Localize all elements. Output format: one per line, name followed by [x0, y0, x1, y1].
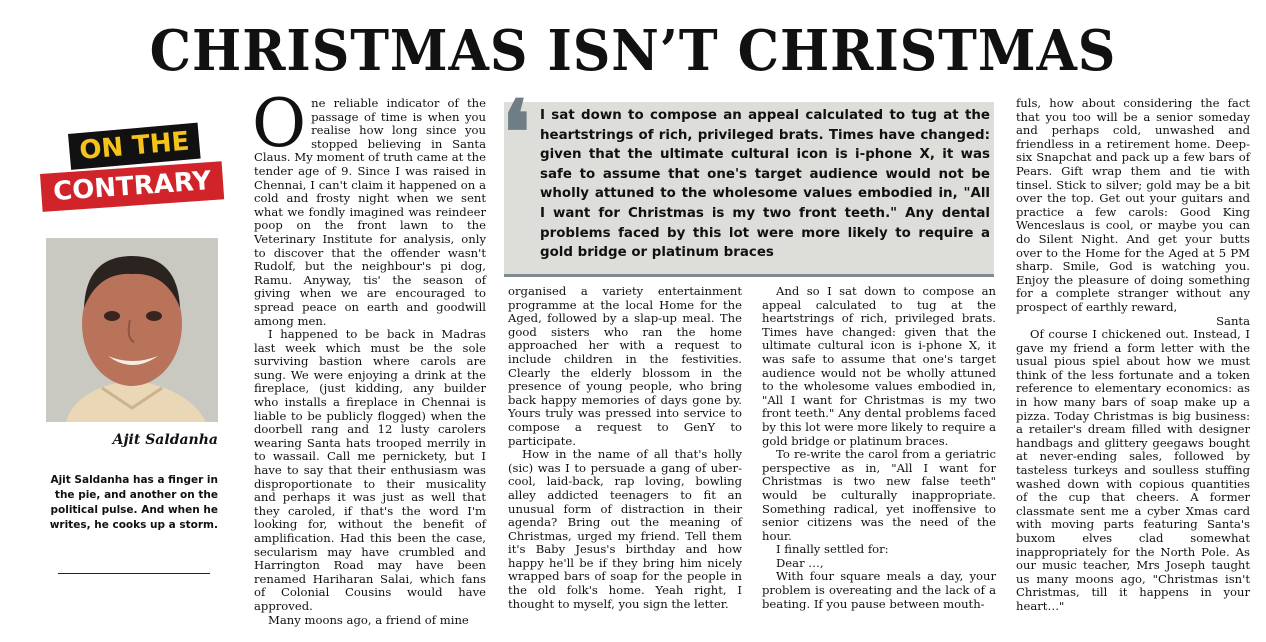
- paragraph: How in the name of all that's holly (sic) was I to persuade a gang of uber-cool, laid-back, rap loving, bowling alley addicted teenagers to fit an unusual form of distraction in their agenda? Bring out the meaning of Christmas, urged my friend. Tell them it's Baby Jesus's birthday and how happy he'll be if they bring him nicely wrapped bars of soap for the people in the old folk's home. Yeah right, I thought to myself, you sign the letter.: [508, 447, 742, 611]
- paragraph: fuls, how about considering the fact that you too will be a senior someday and perhaps cold, unwashed and friendless in a retirement home. Deep-six Snapchat and pack up a few bars of Pears. Gift wrap them and tie with tinsel. Stick to silver; gold may be a bit over the top. Get out your guitars and practice a few carols: Good King Wenceslaus is cool, or maybe you can do Silent Night. And get your butts over to the Home for the Aged at 5 PM sharp. Smile, God is watching you. Enjoy the pleasure of doing something for a complete stranger without any prospect of earthly reward,: [1016, 96, 1250, 314]
- paragraph: Many moons ago, a friend of mine: [268, 612, 469, 627]
- article-column-1: [252, 85, 486, 627]
- column-logo-line2: CONTRARY: [40, 161, 224, 212]
- column-logo-line1: ON THE: [68, 123, 201, 170]
- divider: [58, 573, 210, 574]
- paragraph: And so I sat down to compose an appeal calculated to tug at the heartstrings of rich, privileged brats. Times have changed: given that the ultimate cultural icon is i-phone X, it was safe to assume that one's target audience would not be wholly attuned to the wholesome values embodied in, "All I want for Christmas is my two front teeth." Any dental problems faced by this lot were more likely to require a gold bridge or platinum braces.: [762, 284, 996, 448]
- article-column-2: [508, 285, 742, 617]
- paragraph: ne reliable indicator of the passage of time is when you realise how long since you stopped believing in Santa Claus. My moment of truth came at the tender age of 9. Since I was raised in Chennai, I can't claim it happened on a cold and frosty night when we sent what we fondly imagined was reindeer poop on the front lawn to the Veterinary Institute for analysis, only to discover that the offender wasn't Rudolf, but the neighbour's pi dog, Ramu. Anyway, tis' the season of giving when we are encouraged to spread peace on earth and goodwill among men.: [254, 96, 486, 328]
- paragraph: Dear …,: [776, 555, 824, 570]
- article-column-4: [1016, 97, 1250, 617]
- signature: Santa: [1216, 313, 1250, 328]
- paragraph: organised a variety entertainment programme at the local Home for the Aged, followed by a slap-up meal. The good sisters who ran the home approached her with a request to include children in the festivities. Clearly the elderly blossom in the presence of young people, who bring back happy memories of days gone by. Yours truly was pressed into service to compose a request to GenY to participate.: [508, 284, 742, 448]
- author-photo: [46, 238, 218, 422]
- column-logo: [40, 126, 220, 224]
- article-column-3: [762, 285, 996, 617]
- pull-quote-text: I sat down to compose an appeal calculated to tug at the heartstrings of rich, privileged brats. Times have changed: given that the ultimate cultural icon is i-phone X, it was safe to assume that one's target audience would not be wholly attuned to the wholesome values embodied in, "All I want for Christmas is my two front teeth." Any dental problems faced by this lot were more likely to require a gold bridge or platinum braces: [540, 108, 990, 261]
- headline: CHRISTMAS ISN’T CHRISTMAS: [149, 18, 1117, 84]
- author-name: Ajit Saldanha: [112, 432, 218, 448]
- paragraph: To re-write the carol from a geriatric perspective as in, "All I want for Christmas is two new false teeth" would be culturally inappropriate. Something radical, yet inoffensive to senior citizens was the need of the hour.: [762, 447, 996, 543]
- quote-mark-icon: ❛: [502, 80, 531, 184]
- author-bio: Ajit Saldanha has a finger in the pie, and another on the political pulse. And when he writes, he cooks up a storm.: [49, 474, 218, 531]
- paragraph: I happened to be back in Madras last week which must be the sole surviving bastion where carols are sung. We were enjoying a drink at the fireplace, (just kidding, any builder who installs a fireplace in Chennai is liable to be publicly flogged) when the doorbell rang and 12 lusty carolers wearing Santa hats trooped merrily in to wassail. Call me pernickety, but I have to say that their enthusiasm was disproportionate to their musicality and perhaps it was just as well that they caroled, if that's the word I'm looking for, without the benefit of amplification. Had this been the case, secularism may have crumbled and Harrington Road may have been renamed Hariharan Salai, which fans of Colonial Cousins would have approved.: [254, 327, 486, 613]
- paragraph: I finally settled for:: [776, 542, 889, 557]
- drop-cap: O: [252, 85, 307, 162]
- paragraph: With four square meals a day, your problem is overeating and the lack of a beating. If you pause between mouth-: [762, 569, 996, 611]
- paragraph: Of course I chickened out. Instead, I gave my friend a form letter with the usual pious spiel about how we must think of the less fortunate and a token reference to elementary economics: as in how many bars of soap make up a pizza. Today Christmas is big business: a retailer's dream filled with designer handbags and glittery geegaws bought at never-ending sales, followed by tasteless turkeys and soulless stuffing washed down with copious quantities of the cup that cheers. A former classmate sent me a cyber Xmas card with moving parts featuring Santa's buxom elves clad somewhat inappropriately for the North Pole. As our music teacher, Mrs Joseph taught us many moons ago, "Christmas isn't Christmas, till it happens in your heart…": [1016, 327, 1250, 613]
- pull-quote: [502, 80, 994, 277]
